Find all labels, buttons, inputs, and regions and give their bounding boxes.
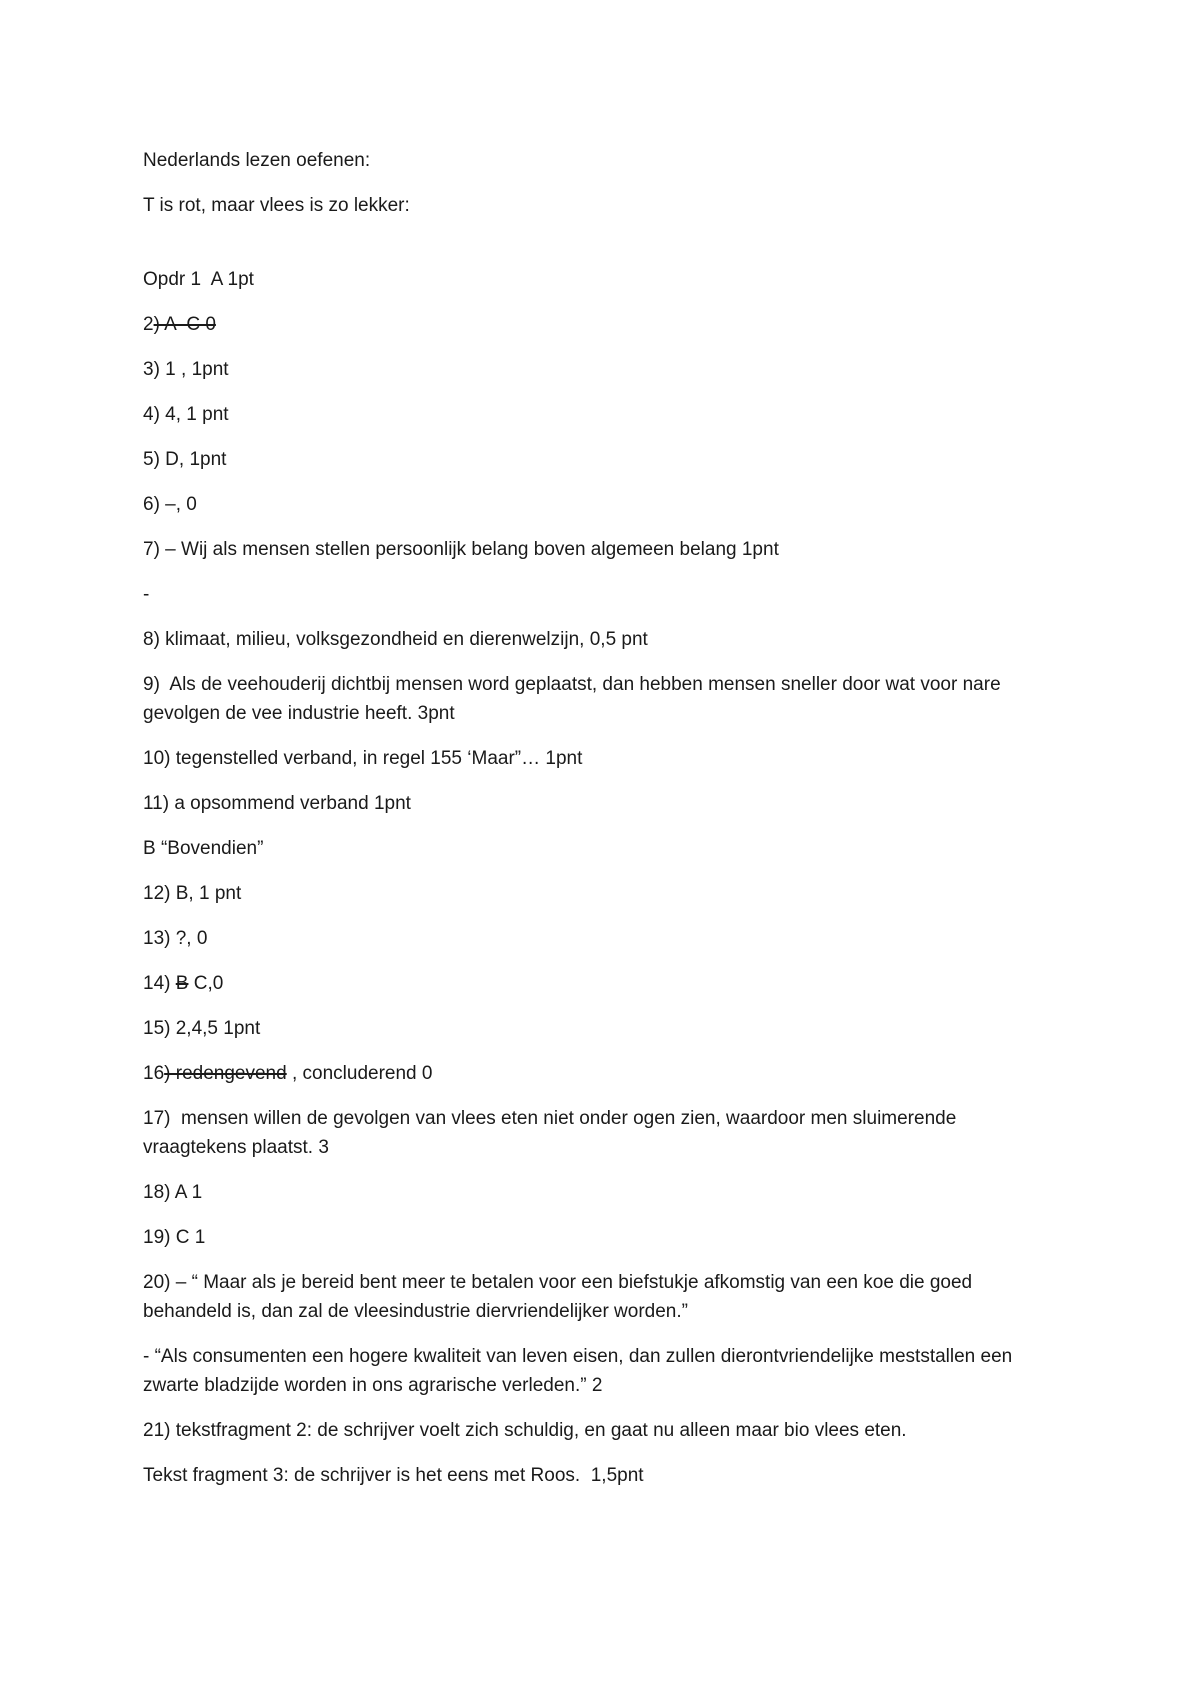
answer-7: 7) – Wij als mensen stellen persoonlijk belang boven algemeen belang 1pnt xyxy=(143,539,779,560)
answer-21-b: Tekst fragment 3: de schrijver is het eens met Roos. 1,5pnt xyxy=(143,1465,644,1486)
answer-5: 5) D, 1pnt xyxy=(143,449,227,470)
answer-4: 4) 4, 1 pnt xyxy=(143,404,229,425)
document-subtitle: T is rot, maar vlees is zo lekker: xyxy=(143,195,410,216)
answer-17: 17) mensen willen de gevolgen van vlees eten niet onder ogen zien, waardoor men sluimerende vraagtekens plaatst. 3 xyxy=(143,1108,962,1158)
answer-16-value: , concluderend 0 xyxy=(286,1063,433,1084)
answer-14-value: C,0 xyxy=(188,973,224,994)
answer-12: 12) B, 1 pnt xyxy=(143,883,242,904)
answer-14 xyxy=(143,969,1063,998)
answer-20-b: - “Als consumenten een hogere kwaliteit van leven eisen, dan zullen dierontvriendelijke meststallen een zwarte bladzijde worden in ons agrarische verleden.” 2 xyxy=(143,1346,1018,1396)
answer-18: 18) A 1 xyxy=(143,1182,203,1203)
answer-7-dash: - xyxy=(143,584,150,605)
answer-3: 3) 1 , 1pnt xyxy=(143,359,229,380)
answer-14-number: 14) xyxy=(143,973,176,994)
answer-16 xyxy=(143,1059,1063,1088)
answer-2-struck-text: ) A C 0 xyxy=(153,314,216,335)
answer-11-b: B “Bovendien” xyxy=(143,838,264,859)
answer-19: 19) C 1 xyxy=(143,1227,206,1248)
answer-16-struck-text: ) redengevend xyxy=(164,1063,287,1084)
answer-14-struck-text: B xyxy=(175,973,189,994)
document-title: Nederlands lezen oefenen: xyxy=(143,150,371,171)
answer-9: 9) Als de veehouderij dichtbij mensen word geplaatst, dan hebben mensen sneller door wat voor nare gevolgen de vee industrie heeft. 3pnt xyxy=(143,674,1006,724)
answer-10: 10) tegenstelled verband, in regel 155 ‘Maar”… 1pnt xyxy=(143,748,583,769)
answer-6: 6) –, 0 xyxy=(143,494,197,515)
answer-2-number: 2 xyxy=(143,314,154,335)
answer-15: 15) 2,4,5 1pnt xyxy=(143,1018,261,1039)
answer-2 xyxy=(143,310,1063,339)
answer-11: 11) a opsommend verband 1pnt xyxy=(143,793,411,814)
answer-16-number: 16 xyxy=(143,1063,165,1084)
document-body xyxy=(143,146,1063,1506)
answer-21: 21) tekstfragment 2: de schrijver voelt zich schuldig, en gaat nu alleen maar bio vlees eten. xyxy=(143,1420,907,1441)
answer-8: 8) klimaat, milieu, volksgezondheid en dierenwelzijn, 0,5 pnt xyxy=(143,629,648,650)
answer-13: 13) ?, 0 xyxy=(143,928,208,949)
answer-opdr1: Opdr 1 A 1pt xyxy=(143,269,254,290)
answer-20: 20) – “ Maar als je bereid bent meer te betalen voor een biefstukje afkomstig van een koe die goed behandeld is, dan zal de vleesindustrie diervriendelijker worden.” xyxy=(143,1272,978,1322)
